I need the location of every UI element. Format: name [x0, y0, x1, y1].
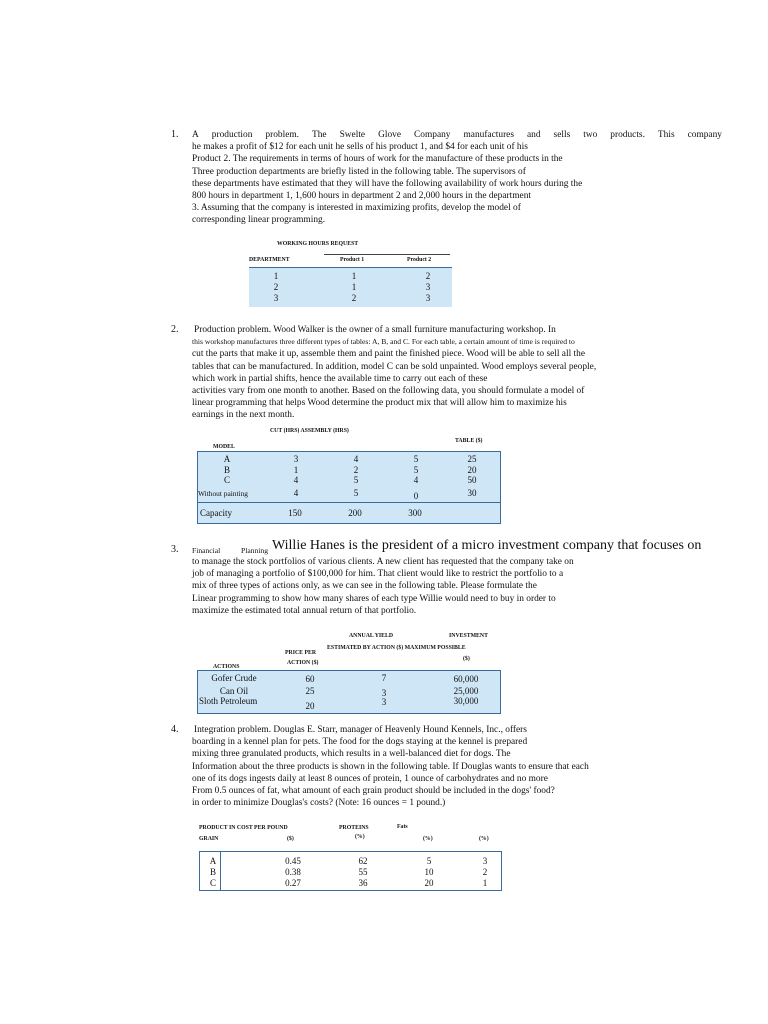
table-cell: 60	[305, 674, 315, 684]
table-cell: 3	[273, 293, 279, 303]
table-cell: 50	[467, 475, 477, 485]
text-line: activities vary from one month to another. Based on the following data, you should formulate a model of	[192, 386, 585, 397]
column-header: Product 2	[407, 257, 432, 263]
table-cell: 3	[293, 454, 299, 464]
text-line: linear programming that helps Wood determine the product mix that will allow him to maximize his	[192, 398, 567, 409]
column-header: ACTION ($)	[287, 660, 319, 666]
table-cell: 1	[482, 878, 488, 888]
table-cell: 1	[351, 271, 357, 281]
text-line: Production problem. Wood Walker is the owner of a small furniture manufacturing workshop. In	[194, 325, 556, 335]
table-cell: Sloth Petroleum	[199, 696, 258, 706]
problem-2-text	[192, 324, 602, 422]
column-header: (%)	[479, 836, 489, 842]
problem-3-first-line: Financial Planning Willie Hanes is the president of a micro investment company that focuses on	[192, 538, 702, 555]
table-cell: 60,000	[453, 674, 479, 684]
text-line: 800 hours in department 1, 1,600 hours in department 2 and 2,000 hours in the department	[192, 191, 531, 202]
text-line: maximize the estimated total annual return of that portfolio.	[192, 605, 417, 616]
text-line: which work in partial shifts, hence the available time to carry out each of these	[192, 373, 488, 384]
text-line: boarding in a kennel plan for pets. The food for the dogs staying at the kennel is prepared	[192, 737, 528, 748]
text-line: these departments have estimated that they will have the following availability of work hours during the	[192, 178, 583, 189]
table-cell: 5	[426, 856, 432, 866]
text-line: From 0.5 ounces of fat, what amount of each grain product should be included in the dogs' food?	[192, 786, 555, 797]
column-header: Fats	[397, 824, 408, 830]
table-cell: 300	[408, 508, 422, 518]
column-header: INVESTMENT	[449, 633, 488, 639]
problem-number: 2.	[171, 324, 179, 335]
table-cell: 25	[467, 454, 477, 464]
table-cell: 2	[482, 867, 488, 877]
table-cell: 10	[424, 867, 434, 877]
column-header: ($)	[463, 656, 470, 662]
text-line: Product 2. The requirements in terms of hours of work for the manufacture of these products in the	[192, 154, 563, 165]
text-line: 3. Assuming that the company is interested in maximizing profits, develop the model of	[192, 203, 521, 214]
text-line: job of managing a portfolio of $100,000 for him. That client would like to restrict the portfolio to a	[192, 569, 564, 580]
table-cell: Without painting	[198, 489, 248, 498]
text-line: to manage the stock portfolios of various clients. A new client has requested that the company take on	[192, 557, 574, 567]
table-cell: 1	[293, 465, 299, 475]
text-line: mixing three granulated products, which results in a well-balanced diet for dogs. The	[192, 749, 511, 760]
table-title: CUT (HRS) ASSEMBLY (HRS)	[270, 428, 349, 434]
text-line: mix of three types of actions only, as we can see in the following table. Please formulate the	[192, 581, 537, 592]
column-header: MODEL	[213, 444, 235, 450]
table-cell: 20	[305, 701, 315, 711]
column-header: DEPARTMENT	[249, 257, 290, 263]
table-cell: C	[209, 878, 216, 888]
table-cell: B	[223, 465, 230, 475]
problem-3-text	[192, 540, 768, 617]
table-cell: 3	[482, 856, 488, 866]
header-rule	[324, 254, 450, 255]
column-header: PRODUCT IN COST PER POUND	[199, 825, 288, 831]
table-cell: 150	[288, 508, 302, 518]
capacity-divider	[198, 502, 500, 503]
table-cell: 55	[358, 867, 368, 877]
table-cell: 1	[351, 282, 357, 292]
table-cell: 200	[348, 508, 362, 518]
text-line: Three production departments are briefly listed in the following table. The supervisors of	[192, 166, 526, 177]
column-header: Product 1	[340, 257, 365, 263]
column-header: PRICE PER	[285, 650, 317, 656]
table-cell: Gofer Crude	[211, 673, 257, 683]
text-line: he makes a profit of $12 for each unit he sells of his product 1, and $4 for each unit of his	[192, 142, 528, 153]
text-line: Integration problem. Douglas E. Starr, manager of Heavenly Hound Kennels, Inc., offers	[194, 725, 527, 735]
table-cell: 4	[353, 454, 359, 464]
table-cell: 36	[358, 878, 368, 888]
table-cell: 0.27	[285, 878, 301, 888]
text-line: cut the parts that make it up, assemble them and paint the finished piece. Wood will be able to sell all the	[192, 349, 585, 360]
table-cell: B	[209, 867, 216, 877]
problem-number: 3.	[171, 544, 179, 555]
table-cell: 3	[425, 293, 431, 303]
column-header: (%)	[423, 836, 433, 842]
table-cell: 5	[413, 465, 419, 475]
table-cell: 30,000	[453, 696, 479, 706]
table-cell: 2	[353, 465, 359, 475]
table-cell: 25,000	[453, 686, 479, 696]
table-title: WORKING HOURS REQUEST	[277, 241, 359, 247]
table-cell: 3	[381, 688, 387, 698]
furniture-table	[197, 451, 501, 524]
table-cell: 62	[358, 856, 368, 866]
table-cell: A	[223, 454, 231, 464]
column-header: TABLE ($)	[455, 438, 483, 444]
table-cell: 4	[293, 475, 299, 485]
table-cell: 2	[425, 271, 431, 281]
column-header: ($)	[287, 836, 294, 842]
table-cell: 4	[413, 475, 419, 485]
text-line: earnings in the next month.	[192, 410, 295, 421]
table-cell: 5	[413, 454, 419, 464]
problem-number: 4.	[171, 724, 179, 735]
column-header: GRAIN	[199, 836, 219, 842]
problem-1-first-line: A production problem. The Swelte Glove Company manufactures and sells two products. This company	[192, 130, 722, 140]
table-cell: 25	[305, 686, 315, 696]
table-cell: C	[223, 475, 230, 485]
problem-4-text	[192, 724, 589, 809]
column-divider	[220, 852, 221, 890]
table-cell: 1	[273, 271, 279, 281]
column-header: (%)	[355, 834, 365, 840]
column-header: ANNUAL YIELD	[349, 633, 394, 639]
column-header: ACTIONS	[213, 664, 240, 670]
text-line: Linear programming to show how many shares of each type Willie would need to buy in order to	[192, 593, 556, 604]
table-cell: 3	[425, 282, 431, 292]
table-cell: A	[209, 856, 217, 866]
column-header: ESTIMATED BY ACTION ($) MAXIMUM POSSIBLE	[327, 645, 466, 651]
table-cell: 7	[381, 673, 387, 683]
table-cell: 4	[293, 488, 299, 498]
portfolio-table	[197, 670, 501, 714]
table-cell: 3	[381, 697, 387, 707]
text-line: in order to minimize Douglas's costs? (Note: 16 ounces = 1 pound.)	[192, 798, 446, 809]
problem-number: 1.	[171, 129, 179, 140]
table-cell: 5	[353, 475, 359, 485]
table-cell: 5	[353, 488, 359, 498]
text-line: Information about the three products is shown in the following table. If Douglas wants to ensure that each	[192, 761, 589, 772]
column-header: PROTEINS	[339, 825, 369, 831]
table-cell: 0	[413, 491, 419, 501]
table-cell: 0.45	[285, 856, 301, 866]
text-line: corresponding linear programming.	[192, 215, 326, 226]
table-cell: 2	[351, 293, 357, 303]
text-line: one of its dogs ingests daily at least 8 ounces of protein, 1 ounce of carbohydrates and no more	[192, 773, 548, 784]
text-line: tables that can be manufactured. In addition, model C can be sold unpainted. Wood employs several people,	[192, 361, 597, 372]
grain-table	[199, 851, 502, 891]
table-cell: 0.38	[285, 867, 301, 877]
table-cell: 20	[467, 465, 477, 475]
text-line: this workshop manufactures three different types of tables: A, B, and C. For each table, a certain amount of time is required to	[192, 337, 575, 347]
table-cell: Can Oil	[219, 686, 249, 696]
table-cell: 20	[424, 878, 434, 888]
working-hours-table	[249, 267, 452, 307]
problem-1-text	[192, 129, 722, 227]
table-cell: 30	[467, 488, 477, 498]
table-cell: 2	[273, 282, 279, 292]
table-cell: Capacity	[200, 508, 232, 518]
